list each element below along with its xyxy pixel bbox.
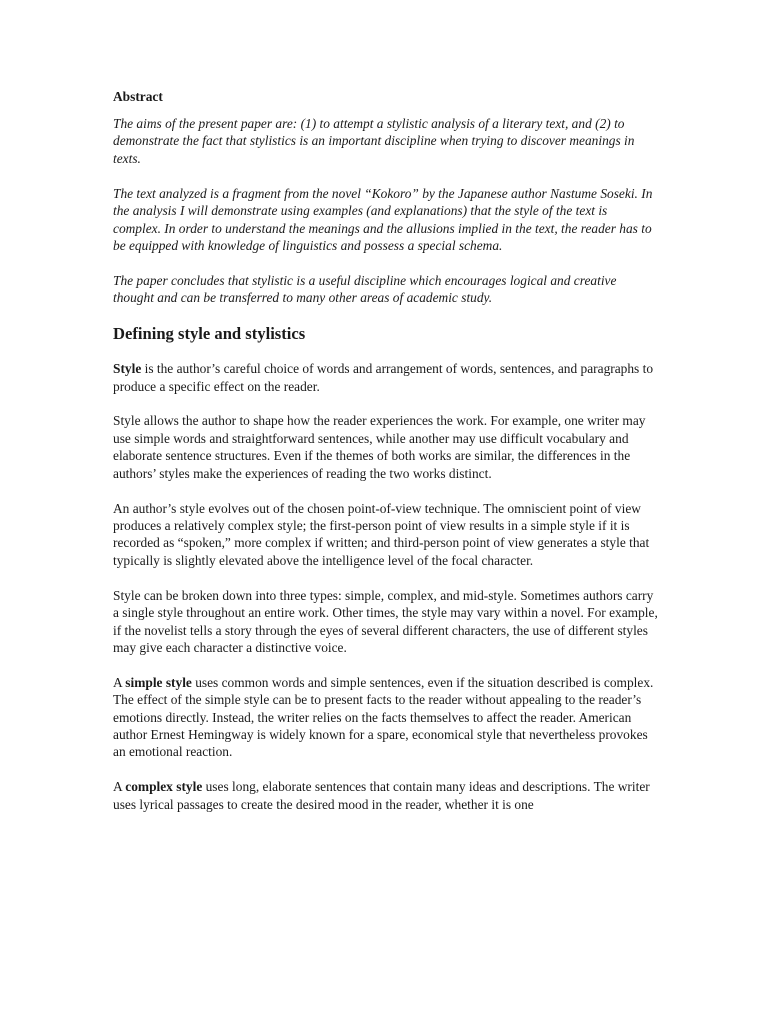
paragraph-style-shapes-experience: Style allows the author to shape how the reader experiences the work. For example, one writer may use simple words and straightforward sentences, while another may use difficult vocabulary and elaborate sentence structures. Even if the themes of both works are similar, the differences in the authors’ styles make the experiences of reading the two works distinct. — [113, 413, 646, 481]
paragraph-complex-style-text: uses long, elaborate sentences that contain many ideas and descriptions. The writer uses lyrical passages to create the desired mood in the reader, whether it is one — [113, 779, 650, 812]
term-simple-style: simple style — [125, 674, 192, 690]
paragraph-simple-style-lead: A — [113, 674, 126, 690]
abstract-paragraph-aims: The aims of the present paper are: (1) to attempt a stylistic analysis of a literary text, and (2) to demonstrate the fact that stylistics is an important discipline when trying to discover meanings in texts. — [113, 116, 635, 166]
document-page — [113, 88, 658, 831]
section-heading: Defining style and stylistics — [113, 324, 306, 344]
term-style: Style — [113, 361, 142, 377]
paragraph-style-definition-text: is the author’s careful choice of words and arrangement of words, sentences, and paragraphs to produce a specific effect on the reader. — [113, 361, 654, 394]
term-complex-style: complex style — [125, 779, 203, 795]
paragraph-point-of-view: An author’s style evolves out of the chosen point-of-view technique. The omniscient point of view produces a relatively complex style; the first-person point of view results in a simple style if it is recorded as “spoken,” more complex if written; and third-person point of view generates a style that typically is slightly elevated above the intelligence level of the focal character. — [113, 500, 650, 568]
abstract-heading: Abstract — [113, 89, 163, 104]
paragraph-simple-style-text: uses common words and simple sentences, even if the situation described is complex. The effect of the simple style can be to present facts to the reader without appealing to the reader’s emotions directly. Instead, the writer relies on the facts themselves to affect the reader. American author Ernest Hemingway is widely known for a spare, economical style that nevertheless provokes an emotional reaction. — [113, 674, 654, 760]
abstract-paragraph-conclusion: The paper concludes that stylistic is a useful discipline which encourages logical and creative thought and can be transferred to many other areas of academic study. — [113, 272, 617, 306]
paragraph-complex-style-lead: A — [113, 779, 126, 795]
paragraph-complex-style — [113, 778, 658, 813]
paragraph-style-types: Style can be broken down into three types: simple, complex, and mid-style. Sometimes authors carry a single style throughout an entire work. Other times, the style may vary within a novel. For example, if the novelist tells a story through the eyes of several different characters, the use of different styles may give each character a distinctive voice. — [113, 587, 658, 655]
paragraph-simple-style — [113, 674, 658, 761]
paragraph-style-definition — [113, 360, 658, 395]
abstract-paragraph-text-analyzed: The text analyzed is a fragment from the novel “Kokoro” by the Japanese author Nastume Soseki. In the analysis I will demonstrate using examples (and explanations) that the style of the text is complex. In order to understand the meanings and the allusions implied in the text, the reader has to be equipped with knowledge of linguistics and possess a special schema. — [113, 185, 653, 253]
